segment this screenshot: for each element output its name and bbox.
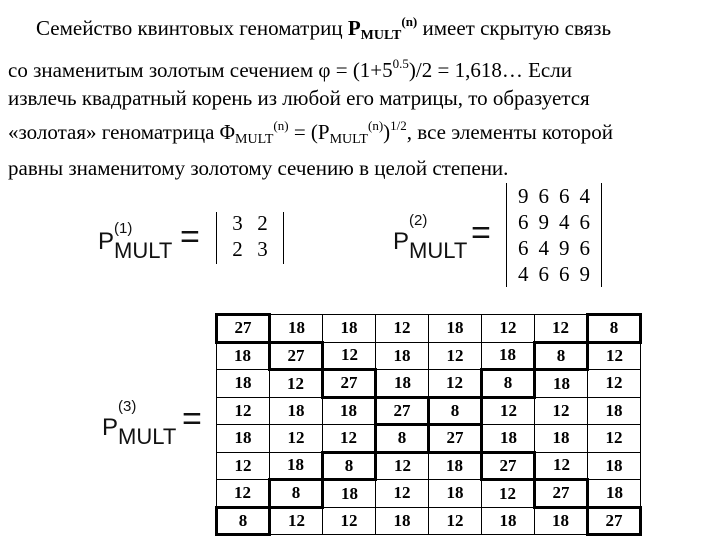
grid-cell: 27	[376, 397, 429, 425]
grid-cell: 18	[323, 397, 376, 425]
subscript-mult: MULT	[360, 28, 402, 43]
text-segment: со знаменитым золотым сечением φ = (1+5	[8, 58, 393, 82]
grid-cell: 18	[270, 452, 323, 480]
matrix-cell: 4	[538, 235, 549, 260]
matrix-cell: 9	[559, 235, 570, 260]
paragraph-line-2	[8, 50, 714, 84]
grid-cell: 12	[323, 425, 376, 453]
grid-cell: 18	[323, 315, 376, 343]
grid-cell: 18	[217, 425, 270, 453]
matrix-cell: 6	[518, 209, 529, 234]
grid-row	[217, 370, 641, 398]
paragraph-line-5: равны знаменитому золотому сечению в целой степени.	[8, 156, 509, 180]
matrix-cell: 6	[579, 209, 590, 234]
matrix-1-label	[98, 218, 208, 266]
grid-cell: 12	[429, 507, 482, 535]
grid-cell: 12	[588, 342, 641, 370]
label-index: (3)	[118, 398, 137, 415]
grid-cell: 12	[588, 425, 641, 453]
grid-cell: 12	[376, 480, 429, 508]
grid-cell: 12	[217, 480, 270, 508]
superscript-n: (n)	[367, 118, 384, 133]
grid-cell: 18	[270, 315, 323, 343]
grid-cell: 8	[588, 315, 641, 343]
label-index: (1)	[114, 220, 133, 237]
grid-cell: 12	[482, 480, 535, 508]
grid-cell: 8	[217, 507, 270, 535]
grid-cell: 27	[482, 452, 535, 480]
grid-row	[217, 315, 641, 343]
grid-cell: 18	[217, 370, 270, 398]
grid-cell: 12	[217, 397, 270, 425]
superscript-exponent: 0.5	[392, 56, 409, 71]
label-mult: MULT	[118, 424, 177, 449]
superscript-half: 1/2	[390, 118, 407, 133]
grid-cell: 8	[323, 452, 376, 480]
grid-cell: 8	[429, 397, 482, 425]
matrix-cell: 9	[518, 183, 529, 208]
symbol-p: P	[347, 16, 361, 40]
grid-cell: 27	[217, 315, 270, 343]
matrix-3-label	[102, 398, 212, 452]
equals-sign: =	[471, 214, 491, 252]
text-segment: )/2 = 1,618… Если	[408, 58, 572, 82]
grid-cell: 18	[535, 370, 588, 398]
matrix-cell: 6	[518, 235, 529, 260]
matrix-cell: 4	[518, 261, 529, 286]
paragraph-line-1	[8, 8, 714, 50]
grid-cell: 18	[323, 480, 376, 508]
matrix-cell: 9	[538, 209, 549, 234]
grid-cell: 12	[588, 370, 641, 398]
matrix-cell: 6	[538, 261, 549, 286]
grid-cell: 18	[588, 397, 641, 425]
matrix-2	[506, 183, 602, 287]
matrix-3-grid	[215, 313, 642, 536]
grid-cell: 18	[376, 370, 429, 398]
matrix-2-label	[393, 212, 503, 266]
label-p: P	[393, 228, 410, 255]
grid-cell: 12	[376, 452, 429, 480]
grid-cell: 12	[429, 370, 482, 398]
grid-cell: 8	[535, 342, 588, 370]
matrix-cell: 2	[232, 236, 243, 261]
grid-cell: 18	[482, 425, 535, 453]
matrix-cell: 4	[579, 183, 590, 208]
grid-cell: 18	[376, 507, 429, 535]
matrix-cell: 4	[559, 209, 570, 234]
grid-row	[217, 397, 641, 425]
grid-cell: 12	[376, 315, 429, 343]
grid-cell: 12	[482, 315, 535, 343]
grid-cell: 27	[535, 480, 588, 508]
grid-cell: 18	[429, 315, 482, 343]
text-segment: имеет скрытую связь	[417, 16, 612, 40]
grid-cell: 12	[270, 370, 323, 398]
grid-cell: 8	[482, 370, 535, 398]
grid-cell: 18	[535, 507, 588, 535]
matrix-cell: 6	[559, 261, 570, 286]
label-mult: MULT	[114, 238, 173, 263]
matrix-cell: 6	[559, 183, 570, 208]
grid-cell: 18	[429, 452, 482, 480]
grid-cell: 8	[376, 425, 429, 453]
equals-sign: =	[182, 400, 202, 438]
grid-cell: 12	[323, 342, 376, 370]
grid-cell: 18	[588, 480, 641, 508]
grid-cell: 18	[482, 507, 535, 535]
grid-cell: 8	[270, 480, 323, 508]
subscript-mult: MULT	[329, 132, 368, 147]
grid-cell: 12	[429, 342, 482, 370]
grid-cell: 27	[323, 370, 376, 398]
matrix-cell: 2	[257, 210, 268, 235]
grid-row	[217, 507, 641, 535]
grid-cell: 12	[270, 507, 323, 535]
grid-cell: 18	[482, 342, 535, 370]
text-segment: «золотая» геноматрица Φ	[8, 120, 236, 144]
grid-cell: 18	[376, 342, 429, 370]
label-mult: MULT	[409, 238, 468, 263]
label-index: (2)	[409, 212, 428, 229]
grid-cell: 12	[323, 507, 376, 535]
grid-cell: 12	[217, 452, 270, 480]
grid-row	[217, 425, 641, 453]
grid-row	[217, 452, 641, 480]
grid-row	[217, 342, 641, 370]
label-p: P	[98, 228, 115, 255]
matrix-1	[216, 212, 284, 264]
grid-cell: 12	[270, 425, 323, 453]
grid-row	[217, 480, 641, 508]
matrix-cell: 6	[579, 235, 590, 260]
subscript-mult: MULT	[235, 132, 274, 147]
text-segment: Семейство квинтовых геноматриц	[36, 16, 348, 40]
matrix-cell: 9	[579, 261, 590, 286]
grid-cell: 27	[588, 507, 641, 535]
matrix-cell: 3	[232, 210, 243, 235]
intro-paragraph	[8, 8, 714, 182]
grid-cell: 18	[535, 425, 588, 453]
superscript-n: (n)	[401, 14, 418, 29]
matrix-1-table	[225, 210, 275, 262]
matrix-cell: 6	[538, 183, 549, 208]
grid-cell: 12	[482, 397, 535, 425]
grid-cell: 18	[588, 452, 641, 480]
grid-cell: 12	[535, 452, 588, 480]
label-p: P	[102, 414, 119, 441]
matrix-cell: 3	[257, 236, 268, 261]
paragraph-line-4	[8, 112, 714, 154]
grid-cell: 18	[217, 342, 270, 370]
matrix-2-table	[513, 183, 595, 287]
grid-cell: 18	[270, 397, 323, 425]
text-segment: , все элементы которой	[406, 120, 614, 144]
equals-sign: =	[180, 218, 200, 256]
text-segment: )	[383, 120, 391, 144]
text-segment: = (P	[288, 120, 330, 144]
grid-cell: 12	[535, 315, 588, 343]
grid-cell: 18	[429, 480, 482, 508]
grid-cell: 27	[429, 425, 482, 453]
paragraph-line-3: извлечь квадратный корень из любой его матрицы, то образуется	[8, 86, 590, 110]
grid-cell: 27	[270, 342, 323, 370]
superscript-n: (n)	[273, 118, 289, 133]
grid-cell: 12	[535, 397, 588, 425]
